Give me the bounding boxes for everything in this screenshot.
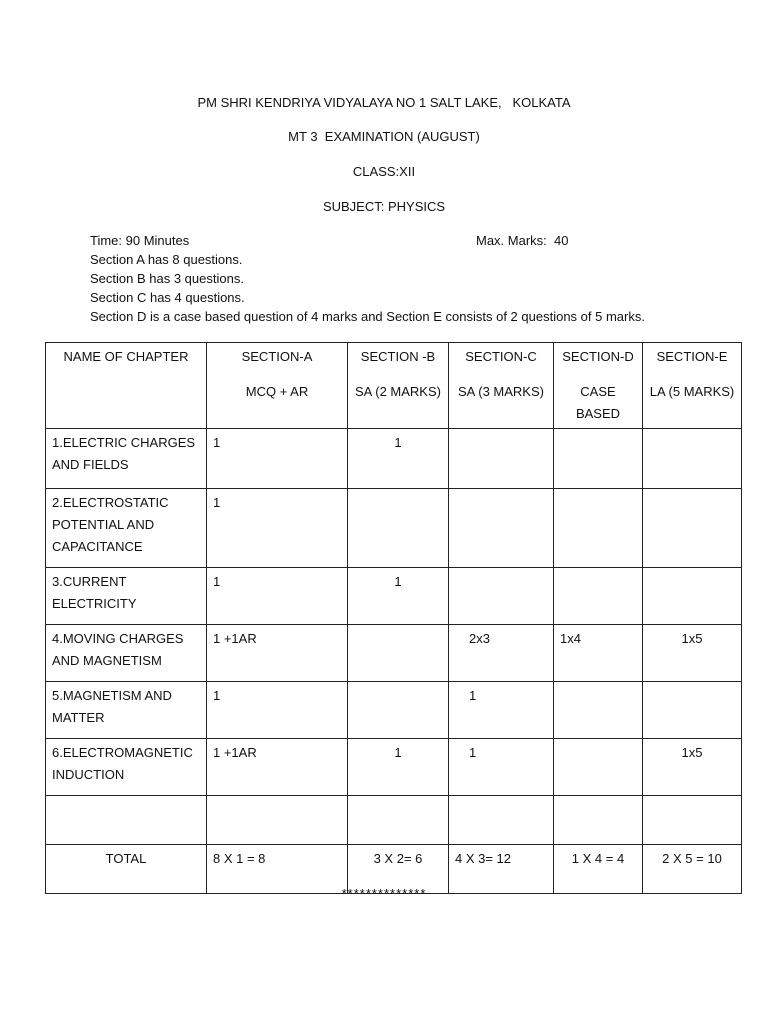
section-c-cell: 1 <box>449 739 554 796</box>
section-c-cell <box>449 489 554 568</box>
chapter-cell <box>46 796 207 845</box>
section-d-cell <box>554 739 643 796</box>
section-b-cell: 1 <box>348 568 449 625</box>
section-a-cell: 1 <box>207 429 348 489</box>
header-subtitle: CASE BASED <box>575 384 621 421</box>
total-label: TOTAL <box>46 845 207 894</box>
table-row <box>46 429 742 489</box>
end-of-paper-stars: ************** <box>341 886 427 901</box>
blueprint-table <box>45 342 742 894</box>
table-header-row <box>46 343 742 429</box>
section-e-cell <box>643 429 742 489</box>
header-section-e <box>643 343 742 429</box>
table-row <box>46 489 742 568</box>
section-d-cell <box>554 796 643 845</box>
section-b-cell <box>348 796 449 845</box>
section-d-cell <box>554 489 643 568</box>
total-section-e: 2 X 5 = 10 <box>643 845 742 894</box>
section-b-cell <box>348 682 449 739</box>
section-c-cell <box>449 429 554 489</box>
chapter-cell: 5.MAGNETISM AND MATTER <box>46 682 207 739</box>
section-c-cell: 2x3 <box>449 625 554 682</box>
total-section-c: 4 X 3= 12 <box>449 845 554 894</box>
section-d-cell: 1x4 <box>554 625 643 682</box>
chapter-cell: 6.ELECTROMAGNETIC INDUCTION <box>46 739 207 796</box>
time-label: Time: 90 Minutes <box>90 233 190 248</box>
section-c-note: Section C has 4 questions. <box>90 290 245 305</box>
total-section-a: 8 X 1 = 8 <box>207 845 348 894</box>
section-c-cell <box>449 796 554 845</box>
class-label: CLASS:XII <box>352 164 416 179</box>
table-row <box>46 682 742 739</box>
header-section-a <box>207 343 348 429</box>
header-subtitle: MCQ + AR <box>245 384 309 399</box>
section-e-cell <box>643 489 742 568</box>
header-title: SECTION-A <box>241 349 313 364</box>
total-section-d: 1 X 4 = 4 <box>554 845 643 894</box>
section-a-cell: 1 <box>207 489 348 568</box>
subject-label: SUBJECT: PHYSICS <box>322 199 446 214</box>
section-e-cell <box>643 568 742 625</box>
max-marks-label: Max. Marks: 40 <box>476 233 569 248</box>
section-b-cell <box>348 625 449 682</box>
section-e-cell <box>643 796 742 845</box>
table-row <box>46 739 742 796</box>
table-row <box>46 568 742 625</box>
section-e-cell: 1x5 <box>643 625 742 682</box>
chapter-cell: 2.ELECTROSTATIC POTENTIAL AND CAPACITANCE <box>46 489 207 568</box>
section-d-cell <box>554 429 643 489</box>
section-a-note: Section A has 8 questions. <box>90 252 243 267</box>
section-b-note: Section B has 3 questions. <box>90 271 244 286</box>
section-a-cell: 1 <box>207 568 348 625</box>
total-section-b: 3 X 2= 6 <box>348 845 449 894</box>
section-d-cell <box>554 568 643 625</box>
section-d-e-note: Section D is a case based question of 4 marks and Section E consists of 2 questions of 5 marks. <box>90 309 645 324</box>
exam-title: MT 3 EXAMINATION (AUGUST) <box>288 129 480 144</box>
chapter-cell: 1.ELECTRIC CHARGES AND FIELDS <box>46 429 207 489</box>
section-c-cell <box>449 568 554 625</box>
header-subtitle: LA (5 MARKS) <box>649 384 735 399</box>
header-title: SECTION-E <box>656 349 728 364</box>
header-title: SECTION-C <box>465 349 537 364</box>
school-name: PM SHRI KENDRIYA VIDYALAYA NO 1 SALT LAKE, KOLKATA <box>197 95 571 110</box>
header-chapter <box>46 343 207 429</box>
section-a-cell: 1 +1AR <box>207 625 348 682</box>
section-e-cell: 1x5 <box>643 739 742 796</box>
section-b-cell <box>348 489 449 568</box>
header-section-d <box>554 343 643 429</box>
header-section-b <box>348 343 449 429</box>
section-b-cell: 1 <box>348 429 449 489</box>
section-d-cell <box>554 682 643 739</box>
chapter-cell: 3.CURRENT ELECTRICITY <box>46 568 207 625</box>
header-subtitle: SA (2 MARKS) <box>355 384 441 399</box>
header-title: SECTION-D <box>562 349 634 364</box>
table-row-empty <box>46 796 742 845</box>
header-subtitle: SA (3 MARKS) <box>458 384 544 399</box>
section-c-cell: 1 <box>449 682 554 739</box>
section-a-cell: 1 +1AR <box>207 739 348 796</box>
header-title: SECTION -B <box>360 349 436 364</box>
section-a-cell <box>207 796 348 845</box>
table-row <box>46 625 742 682</box>
header-title: NAME OF CHAPTER <box>63 349 189 364</box>
section-b-cell: 1 <box>348 739 449 796</box>
section-a-cell: 1 <box>207 682 348 739</box>
section-e-cell <box>643 682 742 739</box>
header-section-c <box>449 343 554 429</box>
chapter-cell: 4.MOVING CHARGES AND MAGNETISM <box>46 625 207 682</box>
